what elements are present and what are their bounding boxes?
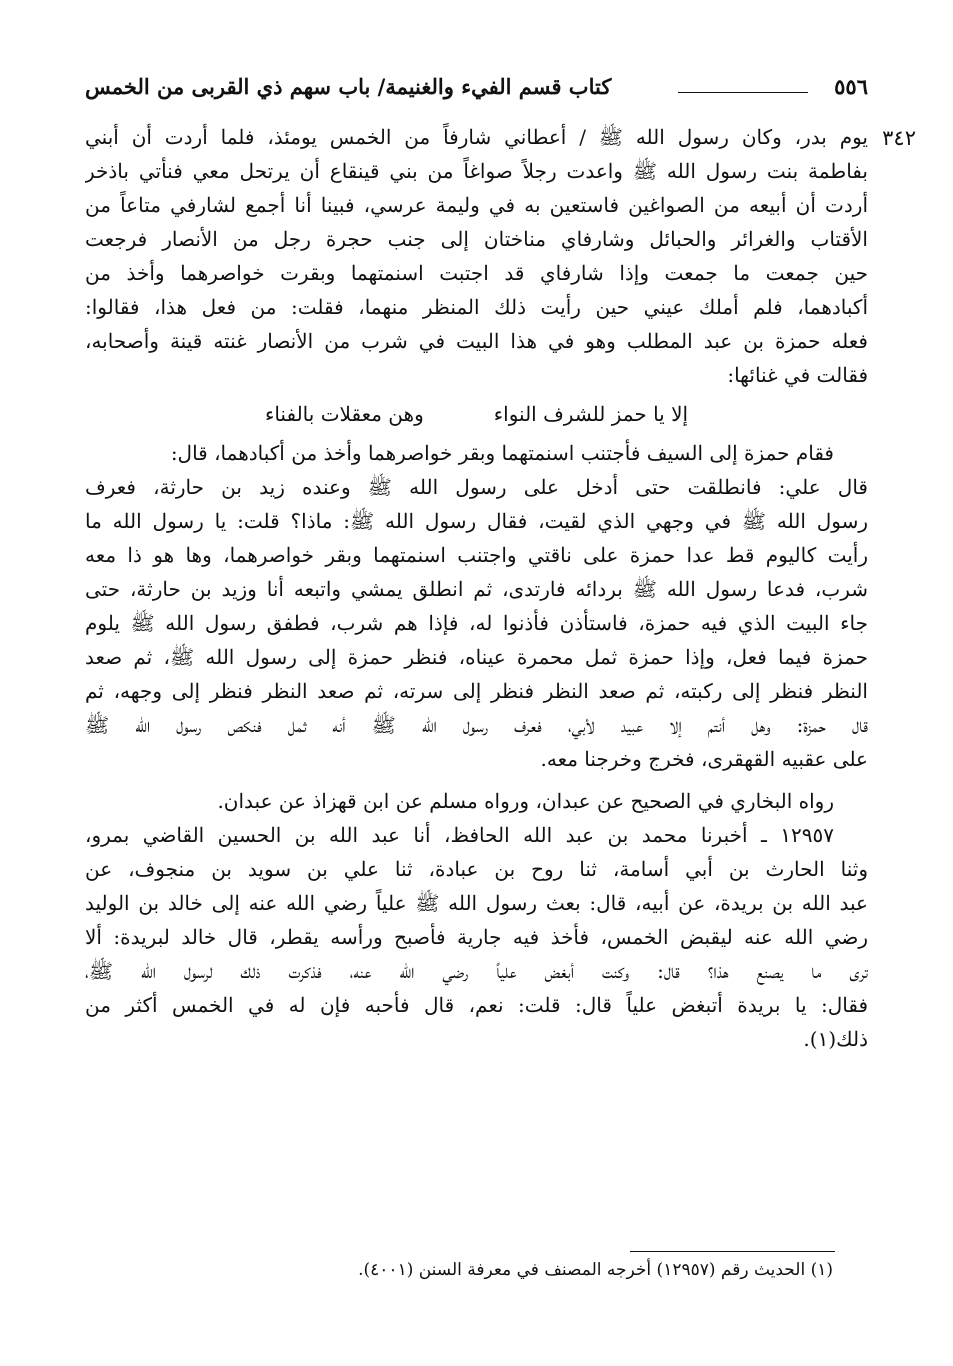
text-line: فعله حمزة بن عبد المطلب وهو في هذا البيت في شرب من الأنصار غنته قينة وأصحابه، — [85, 329, 868, 353]
text-line: حمزة فيما فعل، وإذا حمزة ثمل محمرة عيناه، فنظر حمزة إلى رسول الله ﷺ، ثم صعد — [85, 645, 868, 669]
text-line: فقال: يا بريدة أتبغض علياً قال: قلت: نعم، قال فأحبه فإن له في الخمس أكثر من — [85, 993, 868, 1017]
verse-hemistich-1: إلا يا حمز للشرف النواء — [493, 402, 689, 426]
paragraph-2 — [85, 436, 868, 776]
text-line: بفاطمة بنت رسول الله ﷺ واعدت رجلاً صواغاً من بني قينقاع أن يرتحل معي فنأتي باذخر — [85, 159, 868, 183]
paragraph-3: رواه البخاري في الصحيح عن عبدان، ورواه مسلم عن ابن قهزاذ عن عبدان. — [217, 789, 834, 813]
text-line: قال علي: فانطلقت حتى أدخل على رسول الله ﷺ وعنده زيد بن حارثة، فعرف — [85, 475, 868, 499]
text-line: أردت أن أبيعه من الصواغين فاستعين به في وليمة عرسي، فبينا أنا أجمع لشارفي متاعاً من — [85, 193, 868, 217]
paragraph-1 — [85, 120, 868, 392]
text-line: رأيت كاليوم قط عدا حمزة على ناقتي واجتنب اسنمتهما وبقر خواصرهما، وها هو ذا معه — [85, 543, 868, 567]
margin-page-reference: ٣٤٢ — [882, 126, 916, 150]
paragraph-4 — [85, 818, 868, 1056]
text-line: الأقتاب والغرائر والحبائل وشارفاي مناختان إلى جنب حجرة رجل من الأنصار فرجعت — [85, 227, 868, 251]
text-line: أكبادهما، فلم أملك عيني حين رأيت ذلك المنظر منهما، فقلت: من فعل هذا، فقالوا: — [85, 295, 868, 319]
header-rule — [678, 92, 808, 93]
text-line: وثنا الحارث بن أبي أسامة، ثنا روح بن عبادة، ثنا علي بن سويد بن منجوف، عن — [85, 857, 868, 881]
text-line: ذلك(١). — [803, 1027, 868, 1051]
text-line: ترى ما يصنع هذا؟ قال: وكنت أبغض علياً رضي الله عنه، فذكرت ذلك لرسول الله ﷺ، — [85, 959, 868, 983]
text-line: حين جمعت ما جمعت وإذا شارفاي قد اجتبت اسنمتهما وبقرت خواصرهما وأخذ من — [85, 261, 868, 285]
page-header — [85, 72, 868, 106]
text-line: رسول الله ﷺ في وجهي الذي لقيت، فقال رسول الله ﷺ: ماذا؟ قلت: يا رسول الله ما — [85, 509, 868, 533]
page-number: ٥٥٦ — [834, 74, 868, 99]
text-line: رضي الله عنه ليقبض الخمس، فأخذ فيه جارية فأصبح ورأسه يقطر، قال خالد لبريدة: ألا — [85, 925, 868, 949]
text-line: شرب، فدعا رسول الله ﷺ بردائه فارتدى، ثم انطلق يمشي واتبعه أنا وزيد بن حارثة، حتى — [85, 577, 868, 601]
footnote: (١) الحديث رقم (١٢٩٥٧) أخرجه المصنف في معرفة السنن (٤٠٠١). — [358, 1260, 833, 1280]
text-line: النظر فنظر إلى ركبته، ثم صعد النظر فنظر إلى سرته، ثم صعد النظر فنظر إلى وجهه، ثم — [85, 679, 868, 703]
main-text — [85, 120, 868, 1056]
header-title: كتاب قسم الفيء والغنيمة/ باب سهم ذي القربى من الخمس — [85, 74, 612, 99]
verse-hemistich-2: وهن معقلات بالفناء — [264, 402, 424, 426]
text-line: على عقبيه القهقرى، فخرج وخرجنا معه. — [540, 747, 868, 771]
footnote-rule — [630, 1251, 835, 1252]
text-line: قال حمزة: وهل أنتم إلا عبيد لأبي، فعرف رسول الله ﷺ أنه ثمل فنكص رسول الله ﷺ — [85, 713, 868, 737]
text-line: يوم بدر، وكان رسول الله ﷺ / أعطاني شارفاً من الخمس يومئذ، فلما أردت أن أبني — [85, 125, 868, 149]
text-line: فقالت في غنائها: — [727, 363, 868, 387]
text-line: فقام حمزة إلى السيف فأجتنب اسنمتهما وبقر خواصرهما وأخذ من أكبادهما، قال: — [170, 441, 834, 465]
poetry-verse — [85, 392, 868, 436]
text-line: ١٢٩٥٧ ـ أخبرنا محمد بن عبد الله الحافظ، أنا عبد الله بن الحسين القاضي بمرو، — [85, 823, 834, 847]
text-line: جاء البيت الذي فيه حمزة، فاستأذن فأذنوا له، فإذا هم شرب، فطفق رسول الله ﷺ يلوم — [85, 611, 868, 635]
text-line: عبد الله بن بريدة، عن أبيه، قال: بعث رسول الله ﷺ علياً رضي الله عنه إلى خالد بن الوليد — [85, 891, 868, 915]
